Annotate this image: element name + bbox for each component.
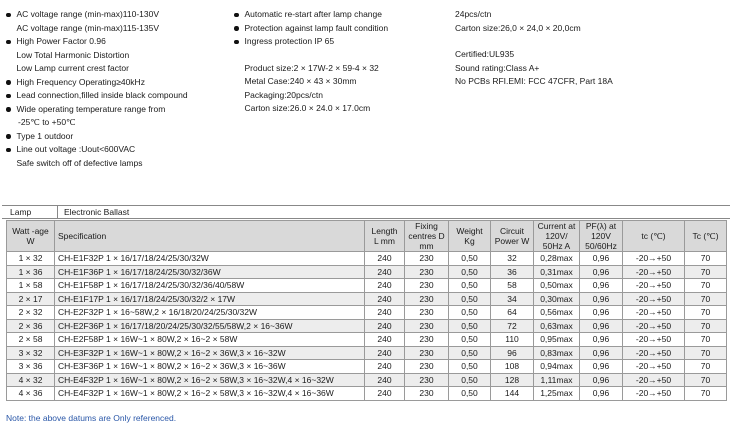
cell-tc-ambient: -20→+50 bbox=[623, 279, 685, 293]
table-header-row bbox=[7, 221, 727, 252]
bullet-icon bbox=[234, 40, 239, 45]
cell-weight: 0,50 bbox=[449, 333, 491, 347]
cell-tc-case: 70 bbox=[685, 360, 727, 374]
header-tc-ambient: tc (℃) bbox=[623, 221, 685, 252]
cell-tc-case: 70 bbox=[685, 279, 727, 293]
bullet-icon bbox=[6, 40, 11, 45]
cell-power-factor: 0,96 bbox=[580, 319, 623, 333]
cell-power-factor: 0,96 bbox=[580, 306, 623, 320]
table-body bbox=[7, 252, 727, 401]
cell-circuit-power: 128 bbox=[491, 373, 534, 387]
cell-current: 0,56max bbox=[534, 306, 580, 320]
cell-tc-ambient: -20→+50 bbox=[623, 373, 685, 387]
header-weight: Weight Kg bbox=[449, 221, 491, 252]
feature-item: Safe switch off of defective lamps bbox=[16, 157, 143, 168]
cell-specification: CH-E1F36P 1 × 16/17/18/24/25/30/32/36W bbox=[55, 265, 365, 279]
cell-power-factor: 0,96 bbox=[580, 387, 623, 401]
cell-weight: 0,50 bbox=[449, 265, 491, 279]
cell-power-factor: 0,96 bbox=[580, 279, 623, 293]
cell-wattage: 2 × 36 bbox=[7, 319, 55, 333]
cell-wattage: 2 × 32 bbox=[7, 306, 55, 320]
cell-current: 0,30max bbox=[534, 292, 580, 306]
cell-tc-ambient: -20→+50 bbox=[623, 252, 685, 266]
cell-current: 0,94max bbox=[534, 360, 580, 374]
certification-info: Sound rating:Class A+ bbox=[455, 62, 540, 73]
cell-fixing-centres: 230 bbox=[405, 319, 449, 333]
cell-wattage: 3 × 32 bbox=[7, 346, 55, 360]
feature-item: AC voltage range (min-max)115-135V bbox=[16, 22, 160, 33]
cell-current: 0,63max bbox=[534, 319, 580, 333]
cell-tc-ambient: -20→+50 bbox=[623, 265, 685, 279]
cell-tc-ambient: -20→+50 bbox=[623, 360, 685, 374]
product-info: Metal Case:240 × 43 × 30mm bbox=[244, 76, 357, 86]
cell-fixing-centres: 230 bbox=[405, 265, 449, 279]
lamp-section-label: Lamp bbox=[10, 207, 32, 217]
cell-specification: CH-E1F58P 1 × 16/17/18/24/25/30/32/36/40/58W bbox=[55, 279, 365, 293]
features-column-1 bbox=[6, 8, 231, 170]
cell-current: 0,31max bbox=[534, 265, 580, 279]
cell-circuit-power: 34 bbox=[491, 292, 534, 306]
packaging-info: 24pcs/ctn bbox=[455, 9, 492, 19]
cell-wattage: 2 × 17 bbox=[7, 292, 55, 306]
cell-fixing-centres: 230 bbox=[405, 387, 449, 401]
bullet-icon bbox=[6, 134, 11, 139]
feature-item: Lead connection,filled inside black compound bbox=[6, 89, 231, 103]
cell-tc-case: 70 bbox=[685, 319, 727, 333]
cell-weight: 0,50 bbox=[449, 387, 491, 401]
cell-fixing-centres: 230 bbox=[405, 292, 449, 306]
table-row bbox=[7, 373, 727, 387]
cell-power-factor: 0,96 bbox=[580, 346, 623, 360]
cell-wattage: 4 × 36 bbox=[7, 387, 55, 401]
feature-item: Ingress protection IP 65 bbox=[234, 35, 448, 49]
cell-length: 240 bbox=[365, 306, 405, 320]
cell-weight: 0,50 bbox=[449, 306, 491, 320]
cell-current: 0,28max bbox=[534, 252, 580, 266]
cell-power-factor: 0,96 bbox=[580, 265, 623, 279]
cell-circuit-power: 32 bbox=[491, 252, 534, 266]
cell-weight: 0,50 bbox=[449, 373, 491, 387]
header-specification: Specification bbox=[55, 221, 365, 252]
bullet-icon bbox=[6, 94, 11, 99]
bullet-icon bbox=[234, 13, 239, 18]
features-column-2 bbox=[234, 8, 448, 116]
feature-item: Line out voltage :Uout<600VAC bbox=[6, 143, 231, 157]
cell-wattage: 1 × 36 bbox=[7, 265, 55, 279]
cell-fixing-centres: 230 bbox=[405, 333, 449, 347]
table-row bbox=[7, 333, 727, 347]
header-current: Current at 120V/ 50Hz A bbox=[534, 221, 580, 252]
cell-length: 240 bbox=[365, 333, 405, 347]
cell-wattage: 4 × 32 bbox=[7, 373, 55, 387]
cell-circuit-power: 64 bbox=[491, 306, 534, 320]
feature-item: Automatic re-start after lamp change bbox=[234, 8, 448, 22]
cell-tc-case: 70 bbox=[685, 346, 727, 360]
cell-wattage: 1 × 32 bbox=[7, 252, 55, 266]
cell-power-factor: 0,96 bbox=[580, 373, 623, 387]
feature-item: Wide operating temperature range from bbox=[6, 103, 231, 117]
cell-power-factor: 0,96 bbox=[580, 252, 623, 266]
table-row bbox=[7, 387, 727, 401]
cell-circuit-power: 144 bbox=[491, 387, 534, 401]
cell-length: 240 bbox=[365, 279, 405, 293]
header-fixing-centres: Fixing centres D mm bbox=[405, 221, 449, 252]
cell-current: 1,25max bbox=[534, 387, 580, 401]
cell-wattage: 1 × 58 bbox=[7, 279, 55, 293]
cell-circuit-power: 110 bbox=[491, 333, 534, 347]
feature-item: Low Total Harmonic Distortion bbox=[16, 49, 130, 60]
cell-specification: CH-E2F58P 1 × 16W~1 × 80W,2 × 16~2 × 58W bbox=[55, 333, 365, 347]
feature-item: AC voltage range (min-max)110-130V bbox=[6, 8, 231, 22]
cell-fixing-centres: 230 bbox=[405, 346, 449, 360]
features-column-3 bbox=[455, 8, 725, 89]
cell-wattage: 3 × 36 bbox=[7, 360, 55, 374]
cell-wattage: 2 × 58 bbox=[7, 333, 55, 347]
cell-length: 240 bbox=[365, 252, 405, 266]
cell-length: 240 bbox=[365, 346, 405, 360]
table-row bbox=[7, 346, 727, 360]
cell-tc-case: 70 bbox=[685, 373, 727, 387]
cell-fixing-centres: 230 bbox=[405, 279, 449, 293]
cell-fixing-centres: 230 bbox=[405, 306, 449, 320]
feature-item: -25℃ to +50℃ bbox=[18, 117, 76, 127]
table-row bbox=[7, 292, 727, 306]
feature-item: High Power Factor 0.96 bbox=[6, 35, 231, 49]
cell-weight: 0,50 bbox=[449, 252, 491, 266]
product-info: Packaging:20pcs/ctn bbox=[244, 89, 323, 100]
feature-item: Type 1 outdoor bbox=[6, 130, 231, 144]
cell-tc-ambient: -20→+50 bbox=[623, 387, 685, 401]
cell-weight: 0,50 bbox=[449, 346, 491, 360]
cell-tc-ambient: -20→+50 bbox=[623, 319, 685, 333]
table-row bbox=[7, 360, 727, 374]
certification-info: No PCBs RFI.EMI: FCC 47CFR, Part 18A bbox=[455, 76, 613, 86]
feature-item: Protection against lamp fault condition bbox=[234, 22, 448, 36]
bullet-icon bbox=[234, 26, 239, 31]
header-length: Length L mm bbox=[365, 221, 405, 252]
cell-specification: CH-E4F32P 1 × 16W~1 × 80W,2 × 16~2 × 58W,3 × 16~32W,4 × 16~36W bbox=[55, 387, 365, 401]
cell-specification: CH-E2F36P 1 × 16/17/18/20/24/25/30/32/55/58W,2 × 16~36W bbox=[55, 319, 365, 333]
cell-tc-case: 70 bbox=[685, 292, 727, 306]
cell-circuit-power: 36 bbox=[491, 265, 534, 279]
header-power-factor: PF(λ) at 120V 50/60Hz bbox=[580, 221, 623, 252]
ballast-section-label: Electronic Ballast bbox=[64, 207, 130, 217]
cell-power-factor: 0,96 bbox=[580, 360, 623, 374]
bullet-icon bbox=[6, 148, 11, 153]
cell-current: 1,11max bbox=[534, 373, 580, 387]
bullet-icon bbox=[6, 13, 11, 18]
cell-circuit-power: 108 bbox=[491, 360, 534, 374]
table-row bbox=[7, 265, 727, 279]
header-wattage: Watt -age W bbox=[7, 221, 55, 252]
header-circuit-power: Circuit Power W bbox=[491, 221, 534, 252]
product-info: Carton size:26.0 × 24.0 × 17.0cm bbox=[244, 103, 371, 113]
cell-fixing-centres: 230 bbox=[405, 252, 449, 266]
feature-item: Low Lamp current crest factor bbox=[16, 63, 129, 73]
certification-info: Certified:UL935 bbox=[455, 49, 515, 59]
cell-length: 240 bbox=[365, 373, 405, 387]
cell-specification: CH-E2F32P 1 × 16~58W,2 × 16/18/20/24/25/30/32W bbox=[55, 306, 365, 320]
table-row bbox=[7, 306, 727, 320]
table-row bbox=[7, 319, 727, 333]
footnote: Note: the above datums are Only referenced. bbox=[6, 413, 177, 423]
cell-circuit-power: 58 bbox=[491, 279, 534, 293]
feature-item: High Frequency Operating≥40kHz bbox=[6, 76, 231, 90]
cell-power-factor: 0,96 bbox=[580, 333, 623, 347]
cell-length: 240 bbox=[365, 319, 405, 333]
cell-tc-ambient: -20→+50 bbox=[623, 333, 685, 347]
cell-tc-ambient: -20→+50 bbox=[623, 306, 685, 320]
cell-specification: CH-E3F32P 1 × 16W~1 × 80W,2 × 16~2 × 36W,3 × 16~32W bbox=[55, 346, 365, 360]
bullet-icon bbox=[6, 107, 11, 112]
ballast-spec-table bbox=[6, 220, 727, 401]
cell-current: 0,83max bbox=[534, 346, 580, 360]
bullet-icon bbox=[6, 80, 11, 85]
cell-length: 240 bbox=[365, 292, 405, 306]
cell-current: 0,50max bbox=[534, 279, 580, 293]
cell-specification: CH-E3F36P 1 × 16W~1 × 80W,2 × 16~2 × 36W,3 × 16~36W bbox=[55, 360, 365, 374]
table-row bbox=[7, 279, 727, 293]
cell-length: 240 bbox=[365, 387, 405, 401]
section-header-bar bbox=[2, 205, 730, 219]
cell-tc-case: 70 bbox=[685, 252, 727, 266]
cell-weight: 0,50 bbox=[449, 360, 491, 374]
table-row bbox=[7, 252, 727, 266]
cell-specification: CH-E4F32P 1 × 16W~1 × 80W,2 × 16~2 × 58W,3 × 16~32W,4 × 16~32W bbox=[55, 373, 365, 387]
cell-weight: 0,50 bbox=[449, 279, 491, 293]
cell-tc-case: 70 bbox=[685, 387, 727, 401]
cell-tc-ambient: -20→+50 bbox=[623, 346, 685, 360]
cell-tc-ambient: -20→+50 bbox=[623, 292, 685, 306]
cell-power-factor: 0,96 bbox=[580, 292, 623, 306]
cell-fixing-centres: 230 bbox=[405, 373, 449, 387]
cell-tc-case: 70 bbox=[685, 306, 727, 320]
cell-circuit-power: 96 bbox=[491, 346, 534, 360]
cell-length: 240 bbox=[365, 265, 405, 279]
cell-fixing-centres: 230 bbox=[405, 360, 449, 374]
cell-circuit-power: 72 bbox=[491, 319, 534, 333]
header-tc-case: Tc (℃) bbox=[685, 221, 727, 252]
cell-specification: CH-E1F17P 1 × 16/17/18/24/25/30/32/2 × 17W bbox=[55, 292, 365, 306]
cell-length: 240 bbox=[365, 360, 405, 374]
packaging-info: Carton size:26,0 × 24,0 × 20,0cm bbox=[455, 22, 581, 33]
product-info: Product size:2 × 17W-2 × 59-4 × 32 bbox=[244, 62, 379, 73]
cell-current: 0,95max bbox=[534, 333, 580, 347]
cell-tc-case: 70 bbox=[685, 265, 727, 279]
cell-weight: 0,50 bbox=[449, 319, 491, 333]
cell-tc-case: 70 bbox=[685, 333, 727, 347]
cell-weight: 0,50 bbox=[449, 292, 491, 306]
cell-specification: CH-E1F32P 1 × 16/17/18/24/25/30/32W bbox=[55, 252, 365, 266]
